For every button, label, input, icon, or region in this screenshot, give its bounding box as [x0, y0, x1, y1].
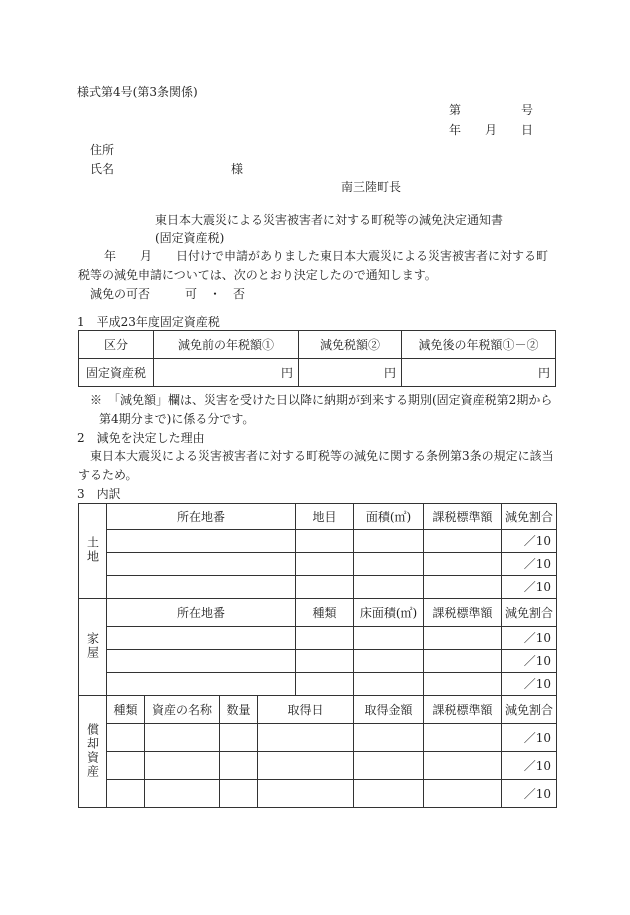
dep-ratio-cell: ／10	[502, 752, 557, 780]
land-header-location: 所在地番	[107, 504, 296, 530]
dep-header-type: 種類	[107, 696, 145, 724]
dep-ratio-cell: ／10	[502, 780, 557, 808]
land-label: 土地	[85, 536, 100, 564]
section1-note-line1: ※ 「減免額」欄は、災害を受けた日以降に納期が到来する期別(固定資産税第2期から	[90, 393, 553, 407]
body-paragraph-line1: 年 月 日付けで申請がありました東日本大震災による災害被害者に対する町	[80, 249, 549, 263]
honorific: 様	[231, 162, 244, 176]
house-label: 家屋	[85, 632, 100, 660]
land-header-area: 面積(㎡)	[354, 504, 424, 530]
section2-reason-line1: 東日本大震災による災害被害者に対する町税等の減免に関する条例第3条の規定に該当	[90, 449, 554, 463]
house-header-type: 種類	[296, 599, 354, 627]
section2-heading: 2 減免を決定した理由	[77, 431, 205, 445]
table-row	[79, 752, 557, 780]
depreciable-group-label	[79, 696, 107, 808]
house-ratio-cell: ／10	[502, 673, 557, 696]
table-row	[79, 627, 557, 650]
land-ratio-cell: ／10	[502, 553, 557, 576]
section1-heading: 1 平成23年度固定資産税	[77, 315, 220, 329]
house-header-location: 所在地番	[107, 599, 296, 627]
house-group-label	[79, 599, 107, 696]
house-header-floor-area: 床面積(㎡)	[354, 599, 424, 627]
header-after-amount: 減免後の年税額①－②	[402, 331, 556, 359]
dep-header-ratio: 減免割合	[502, 696, 557, 724]
table-row	[79, 650, 557, 673]
land-group-label	[79, 504, 107, 599]
land-ratio-cell: ／10	[502, 530, 557, 553]
house-header-ratio: 減免割合	[502, 599, 557, 627]
dep-header-acquired-date: 取得日	[258, 696, 354, 724]
section1-note-line2: 第4期分まで)に係る分です。	[99, 412, 255, 426]
name-label: 氏名	[90, 162, 115, 176]
dep-ratio-cell: ／10	[502, 724, 557, 752]
breakdown-table	[78, 503, 557, 808]
land-header-ratio: 減免割合	[502, 504, 557, 530]
table-row	[79, 673, 557, 696]
address-label: 住所	[90, 143, 115, 157]
house-header-tax-base: 課税標準額	[424, 599, 502, 627]
dep-header-quantity: 数量	[220, 696, 258, 724]
header-category: 区分	[79, 331, 154, 359]
table-row	[79, 780, 557, 808]
header-before-amount: 減免前の年税額①	[154, 331, 299, 359]
form-number: 様式第4号(第3条関係)	[77, 85, 198, 99]
table-row	[79, 724, 557, 752]
reduction-amount-cell: 円	[299, 359, 402, 387]
land-header-category: 地目	[296, 504, 354, 530]
dep-header-acquired-amount: 取得金額	[354, 696, 424, 724]
document-title: 東日本大震災による災害被害者に対する町税等の減免決定通知書	[155, 213, 504, 227]
body-paragraph-line2: 税等の減免申請については、次のとおり決定したので通知します。	[78, 268, 437, 282]
header-reduction-amount: 減免税額②	[299, 331, 402, 359]
decision-label: 減免の可否	[90, 287, 151, 301]
issuer: 南三陸町長	[341, 180, 402, 194]
land-ratio-cell: ／10	[502, 576, 557, 599]
dep-header-tax-base: 課税標準額	[424, 696, 502, 724]
house-ratio-cell: ／10	[502, 627, 557, 650]
document-subtitle: (固定資産税)	[155, 231, 225, 245]
decision-options: 可 ・ 否	[185, 287, 246, 301]
document-number: 第 号	[449, 103, 534, 117]
section2-reason-line2: するため。	[78, 468, 138, 482]
depreciable-label: 償却資産	[85, 722, 100, 779]
land-header-tax-base: 課税標準額	[424, 504, 502, 530]
row-label-property-tax: 固定資産税	[79, 359, 154, 387]
table-row	[79, 530, 557, 553]
document-date: 年 月 日	[449, 123, 534, 137]
table-row	[79, 576, 557, 599]
tax-summary-table	[78, 330, 556, 387]
before-amount-cell: 円	[154, 359, 299, 387]
section3-heading: 3 内訳	[77, 487, 121, 501]
table-row	[79, 553, 557, 576]
after-amount-cell: 円	[402, 359, 556, 387]
house-ratio-cell: ／10	[502, 650, 557, 673]
dep-header-asset-name: 資産の名称	[145, 696, 220, 724]
